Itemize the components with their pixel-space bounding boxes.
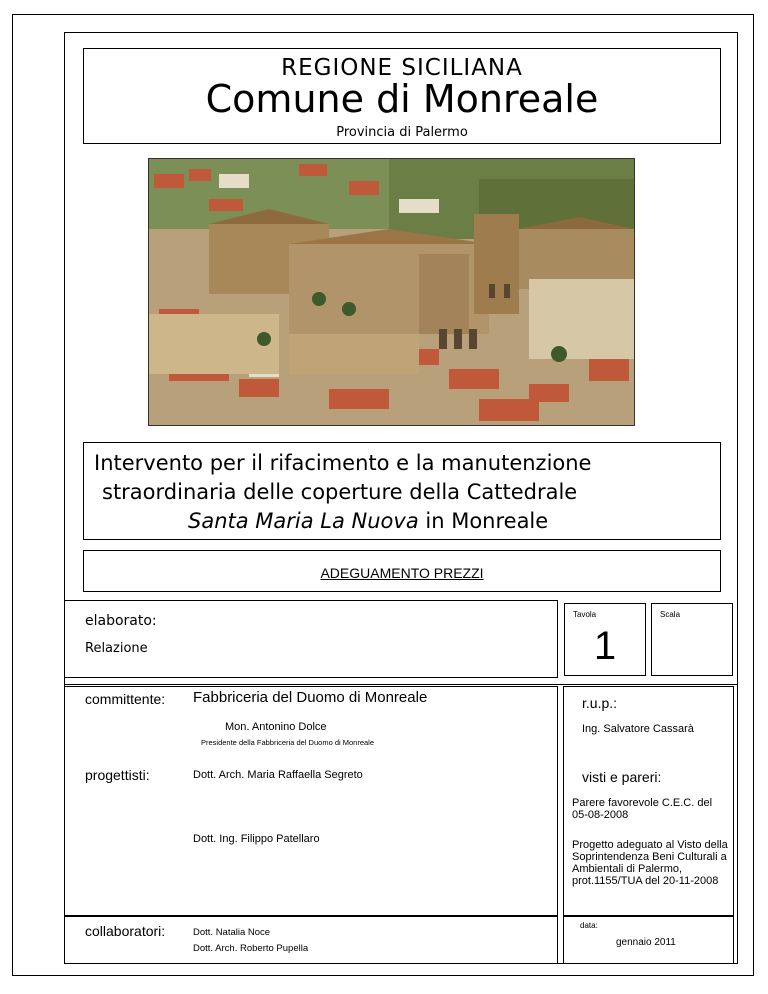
- cathedral-name: Santa Maria La Nuova: [188, 509, 419, 533]
- progettisti-label: progettisti:: [85, 767, 150, 783]
- subtitle: ADEGUAMENTO PREZZI: [320, 565, 484, 581]
- header-box: [83, 48, 721, 144]
- region-name: REGIONE SICILIANA: [281, 55, 523, 81]
- rup-label: r.u.p.:: [582, 695, 618, 711]
- credits-left-column: [64, 686, 558, 916]
- collaboratori-label: collaboratori:: [85, 923, 166, 939]
- tavola-box: [564, 603, 646, 676]
- progetto-visto-text: Progetto adeguato al Visto della Soprintendenza Beni Culturali a Ambientali di Palermo, prot.1155/TUA del 20-11-2008: [572, 839, 728, 887]
- elaborato-label: elaborato:: [85, 613, 157, 629]
- project-title-box: [83, 442, 721, 540]
- committente-person: Mon. Antonino Dolce: [225, 721, 327, 733]
- rup-name: Ing. Salvatore Cassarà: [582, 723, 694, 735]
- progettista-2: Dott. Ing. Filippo Patellaro: [193, 833, 320, 845]
- province-name: Provincia di Palermo: [336, 125, 468, 140]
- title-line-3: [84, 509, 720, 533]
- data-box: [563, 916, 734, 964]
- cathedral-photo: [148, 158, 635, 426]
- committente-label: committente:: [85, 691, 166, 707]
- collaboratore-1: Dott. Natalia Noce: [193, 927, 271, 938]
- collaboratore-2: Dott. Arch. Roberto Pupella: [193, 943, 309, 954]
- committente-name: Fabbriceria del Duomo di Monreale: [193, 689, 428, 706]
- credits-right-column: [563, 686, 734, 916]
- title-line-2: straordinaria delle coperture della Cattedrale: [102, 480, 578, 504]
- title-location: in Monreale: [418, 509, 549, 533]
- municipality-name: Comune di Monreale: [205, 77, 599, 121]
- visti-label: visti e pareri:: [582, 769, 662, 785]
- data-value: gennaio 2011: [616, 937, 676, 948]
- data-label: data:: [580, 921, 598, 930]
- parere-text: Parere favorevole C.E.C. del 05-08-2008: [572, 797, 713, 821]
- tavola-number: 1: [593, 624, 617, 668]
- scala-label: Scala: [660, 610, 681, 619]
- scala-box: [651, 603, 733, 676]
- elaborato-value: Relazione: [85, 641, 148, 656]
- subtitle-box: [83, 550, 721, 592]
- elaborato-box: [64, 600, 558, 678]
- collaboratori-box: [64, 916, 558, 964]
- committente-role: Presidente della Fabbriceria del Duomo di Monreale: [201, 738, 375, 747]
- tavola-label: Tavola: [573, 610, 597, 619]
- title-line-1: Intervento per il rifacimento e la manutenzione: [94, 451, 592, 475]
- progettista-1: Dott. Arch. Maria Raffaella Segreto: [193, 769, 363, 781]
